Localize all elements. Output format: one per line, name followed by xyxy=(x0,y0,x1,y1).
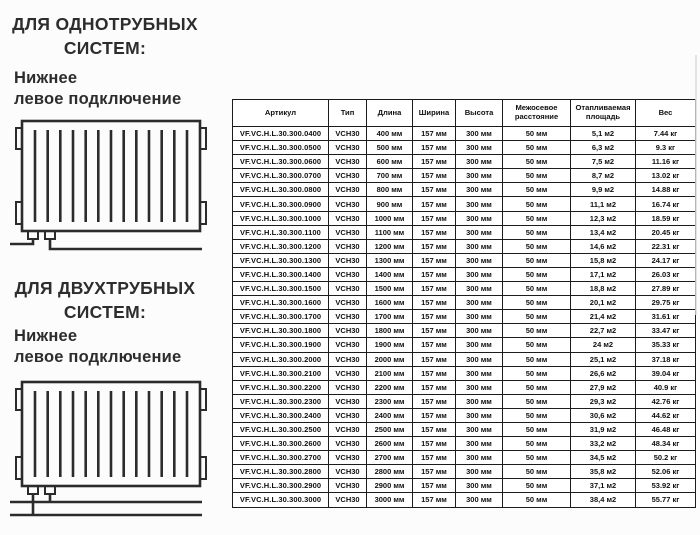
table-cell: 55.77 кг xyxy=(636,493,696,507)
table-cell: VF.VC.H.L.30.300.1300 xyxy=(233,253,329,267)
table-cell: VCH30 xyxy=(329,324,367,338)
table-cell: 1600 мм xyxy=(367,296,413,310)
table-cell: 300 мм xyxy=(456,211,503,225)
table-cell: 1400 мм xyxy=(367,267,413,281)
table-row xyxy=(233,282,696,296)
table-cell: 1500 мм xyxy=(367,282,413,296)
table-cell: 157 мм xyxy=(413,183,456,197)
table-cell: 157 мм xyxy=(413,338,456,352)
table-cell: 2700 мм xyxy=(367,451,413,465)
table-cell: 11.16 кг xyxy=(636,155,696,169)
table-cell: 24 м2 xyxy=(571,338,636,352)
table-row xyxy=(233,197,696,211)
table-cell: 2500 мм xyxy=(367,422,413,436)
table-cell: 50 мм xyxy=(503,324,571,338)
table-cell: 50 мм xyxy=(503,127,571,141)
table-cell: 35.33 кг xyxy=(636,338,696,352)
table-cell: 300 мм xyxy=(456,352,503,366)
table-cell: 21,4 м2 xyxy=(571,310,636,324)
table-cell: VCH30 xyxy=(329,380,367,394)
heading-line2: СИСТЕМ: xyxy=(63,38,147,58)
table-cell: 50 мм xyxy=(503,296,571,310)
table-cell: 9.3 кг xyxy=(636,141,696,155)
table-cell: 300 мм xyxy=(456,197,503,211)
table-row xyxy=(233,352,696,366)
table-cell: 300 мм xyxy=(456,169,503,183)
table-cell: 500 мм xyxy=(367,141,413,155)
table-cell: 50 мм xyxy=(503,394,571,408)
table-cell: 300 мм xyxy=(456,493,503,507)
table-cell: VCH30 xyxy=(329,394,367,408)
table-cell: 48.34 кг xyxy=(636,437,696,451)
table-cell: 900 мм xyxy=(367,197,413,211)
table-cell: 2900 мм xyxy=(367,479,413,493)
table-row xyxy=(233,296,696,310)
table-cell: VF.VC.H.L.30.300.1800 xyxy=(233,324,329,338)
table-cell: 50 мм xyxy=(503,465,571,479)
table-cell: 30,6 м2 xyxy=(571,408,636,422)
table-row xyxy=(233,310,696,324)
table-cell: VCH30 xyxy=(329,141,367,155)
table-cell: VCH30 xyxy=(329,253,367,267)
table-cell: 17,1 м2 xyxy=(571,267,636,281)
table-cell: 157 мм xyxy=(413,141,456,155)
table-cell: 52.06 кг xyxy=(636,465,696,479)
table-cell: 157 мм xyxy=(413,282,456,296)
table-cell: VF.VC.H.L.30.300.1200 xyxy=(233,239,329,253)
table-cell: VF.VC.H.L.30.300.2100 xyxy=(233,366,329,380)
table-cell: 157 мм xyxy=(413,493,456,507)
table-cell: 2200 мм xyxy=(367,380,413,394)
table-cell: VCH30 xyxy=(329,338,367,352)
table-cell: VF.VC.H.L.30.300.2800 xyxy=(233,465,329,479)
table-cell: 157 мм xyxy=(413,394,456,408)
table-cell: VCH30 xyxy=(329,408,367,422)
table-cell: 50 мм xyxy=(503,211,571,225)
table-cell: 300 мм xyxy=(456,338,503,352)
table-cell: 157 мм xyxy=(413,437,456,451)
table-cell: 6,3 м2 xyxy=(571,141,636,155)
table-row xyxy=(233,366,696,380)
table-cell: 31,9 м2 xyxy=(571,422,636,436)
table-cell: VF.VC.H.L.30.300.0900 xyxy=(233,197,329,211)
table-cell: 1800 мм xyxy=(367,324,413,338)
table-cell: 157 мм xyxy=(413,211,456,225)
table-cell: 33.47 кг xyxy=(636,324,696,338)
table-cell: 38,4 м2 xyxy=(571,493,636,507)
table-cell: 700 мм xyxy=(367,169,413,183)
table-cell: 1900 мм xyxy=(367,338,413,352)
table-cell: 50 мм xyxy=(503,267,571,281)
table-cell: 39.04 кг xyxy=(636,366,696,380)
table-cell: 46.48 кг xyxy=(636,422,696,436)
table-cell: 300 мм xyxy=(456,437,503,451)
two-pipe-heading xyxy=(0,276,210,324)
table-cell: 3000 мм xyxy=(367,493,413,507)
table-cell: 300 мм xyxy=(456,465,503,479)
table-cell: 800 мм xyxy=(367,183,413,197)
table-cell: VCH30 xyxy=(329,451,367,465)
one-pipe-heading xyxy=(0,12,210,60)
scan-edge-artifact xyxy=(695,55,697,315)
table-cell: VCH30 xyxy=(329,422,367,436)
table-row xyxy=(233,141,696,155)
table-cell: VF.VC.H.L.30.300.1600 xyxy=(233,296,329,310)
table-cell: 50 мм xyxy=(503,183,571,197)
table-cell: VF.VC.H.L.30.300.2700 xyxy=(233,451,329,465)
table-cell: VCH30 xyxy=(329,169,367,183)
table-cell: 22,7 м2 xyxy=(571,324,636,338)
table-cell: VF.VC.H.L.30.300.0800 xyxy=(233,183,329,197)
table-cell: 7,5 м2 xyxy=(571,155,636,169)
table-cell: VCH30 xyxy=(329,183,367,197)
table-cell: 157 мм xyxy=(413,422,456,436)
table-cell: VCH30 xyxy=(329,296,367,310)
table-cell: 50 мм xyxy=(503,408,571,422)
table-cell: 37.18 кг xyxy=(636,352,696,366)
table-cell: VCH30 xyxy=(329,225,367,239)
table-cell: 50 мм xyxy=(503,493,571,507)
table-cell: 50 мм xyxy=(503,197,571,211)
table-cell: 157 мм xyxy=(413,239,456,253)
table-row xyxy=(233,465,696,479)
table-row xyxy=(233,169,696,183)
table-cell: 1000 мм xyxy=(367,211,413,225)
col-header-height: Высота xyxy=(456,100,503,127)
table-cell: 20.45 кг xyxy=(636,225,696,239)
table-cell: 50 мм xyxy=(503,479,571,493)
table-cell: 14.88 кг xyxy=(636,183,696,197)
table-cell: 44.62 кг xyxy=(636,408,696,422)
table-cell: 157 мм xyxy=(413,225,456,239)
table-cell: 157 мм xyxy=(413,324,456,338)
table-row xyxy=(233,155,696,169)
table-cell: 157 мм xyxy=(413,267,456,281)
table-cell: 42.76 кг xyxy=(636,394,696,408)
table-cell: 34,5 м2 xyxy=(571,451,636,465)
table-cell: 300 мм xyxy=(456,141,503,155)
table-cell: 50 мм xyxy=(503,253,571,267)
table-cell: VCH30 xyxy=(329,239,367,253)
table-cell: VF.VC.H.L.30.300.0500 xyxy=(233,141,329,155)
table-cell: 11,1 м2 xyxy=(571,197,636,211)
table-cell: 300 мм xyxy=(456,380,503,394)
table-cell: VCH30 xyxy=(329,197,367,211)
subheading-line1: Нижнее xyxy=(14,69,78,87)
table-cell: 22.31 кг xyxy=(636,239,696,253)
table-cell: 157 мм xyxy=(413,296,456,310)
col-header-length: Длина xyxy=(367,100,413,127)
table-cell: 300 мм xyxy=(456,155,503,169)
table-cell: 9,9 м2 xyxy=(571,183,636,197)
table-cell: VCH30 xyxy=(329,366,367,380)
subheading-line1: Нижнее xyxy=(14,327,78,345)
table-cell: 2100 мм xyxy=(367,366,413,380)
table-cell: 31.61 кг xyxy=(636,310,696,324)
table-cell: 18,8 м2 xyxy=(571,282,636,296)
table-row xyxy=(233,239,696,253)
table-row xyxy=(233,437,696,451)
table-cell: VF.VC.H.L.30.300.2200 xyxy=(233,380,329,394)
table-cell: 300 мм xyxy=(456,267,503,281)
table-cell: 157 мм xyxy=(413,465,456,479)
table-cell: 2000 мм xyxy=(367,352,413,366)
table-cell: 300 мм xyxy=(456,422,503,436)
table-cell: 157 мм xyxy=(413,253,456,267)
table-row xyxy=(233,324,696,338)
table-cell: 15,8 м2 xyxy=(571,253,636,267)
table-cell: 50 мм xyxy=(503,310,571,324)
heading-line2: СИСТЕМ: xyxy=(63,302,147,322)
table-cell: VCH30 xyxy=(329,127,367,141)
table-cell: 157 мм xyxy=(413,197,456,211)
heading-line1: ДЛЯ ДВУХТРУБНЫХ xyxy=(14,278,196,298)
table-cell: VF.VC.H.L.30.300.2400 xyxy=(233,408,329,422)
table-body xyxy=(233,127,696,508)
table-cell: 157 мм xyxy=(413,352,456,366)
table-cell: 400 мм xyxy=(367,127,413,141)
table-cell: 50 мм xyxy=(503,437,571,451)
table-cell: 157 мм xyxy=(413,479,456,493)
radiator-one-pipe-diagram-icon xyxy=(8,118,208,256)
table-cell: 300 мм xyxy=(456,408,503,422)
spec-table-panel xyxy=(232,99,696,508)
table-row xyxy=(233,267,696,281)
table-cell: 16.74 кг xyxy=(636,197,696,211)
radiator-two-pipe-diagram-icon xyxy=(8,378,208,520)
table-cell: 50 мм xyxy=(503,141,571,155)
table-cell: VF.VC.H.L.30.300.1400 xyxy=(233,267,329,281)
table-cell: 300 мм xyxy=(456,183,503,197)
table-cell: 157 мм xyxy=(413,127,456,141)
table-cell: 300 мм xyxy=(456,296,503,310)
subheading-line2: левое подключение xyxy=(14,347,182,366)
table-cell: 24.17 кг xyxy=(636,253,696,267)
table-cell: VCH30 xyxy=(329,282,367,296)
one-pipe-subheading xyxy=(14,68,224,109)
table-cell: 157 мм xyxy=(413,380,456,394)
table-cell: 7.44 кг xyxy=(636,127,696,141)
table-cell: 18.59 кг xyxy=(636,211,696,225)
table-cell: 2800 мм xyxy=(367,465,413,479)
table-row xyxy=(233,422,696,436)
col-header-type: Тип xyxy=(329,100,367,127)
table-cell: 53.92 кг xyxy=(636,479,696,493)
table-cell: 157 мм xyxy=(413,366,456,380)
table-cell: 50 мм xyxy=(503,352,571,366)
table-cell: 50 мм xyxy=(503,422,571,436)
table-cell: VF.VC.H.L.30.300.1900 xyxy=(233,338,329,352)
table-cell: VF.VC.H.L.30.300.2600 xyxy=(233,437,329,451)
table-cell: VCH30 xyxy=(329,352,367,366)
table-cell: 14,6 м2 xyxy=(571,239,636,253)
table-cell: VF.VC.H.L.30.300.0700 xyxy=(233,169,329,183)
table-cell: 300 мм xyxy=(456,394,503,408)
table-cell: 13.02 кг xyxy=(636,169,696,183)
table-row xyxy=(233,253,696,267)
table-cell: 300 мм xyxy=(456,451,503,465)
table-cell: VF.VC.H.L.30.300.3000 xyxy=(233,493,329,507)
table-cell: 50 мм xyxy=(503,338,571,352)
table-cell: 50 мм xyxy=(503,380,571,394)
table-cell: 300 мм xyxy=(456,282,503,296)
table-cell: 26.03 кг xyxy=(636,267,696,281)
table-cell: 1700 мм xyxy=(367,310,413,324)
col-header-width: Ширина xyxy=(413,100,456,127)
table-row xyxy=(233,408,696,422)
table-cell: VF.VC.H.L.30.300.1100 xyxy=(233,225,329,239)
table-cell: 600 мм xyxy=(367,155,413,169)
table-cell: 157 мм xyxy=(413,451,456,465)
table-cell: VCH30 xyxy=(329,479,367,493)
table-cell: VF.VC.H.L.30.300.1000 xyxy=(233,211,329,225)
table-cell: VCH30 xyxy=(329,437,367,451)
col-header-weight: Вес xyxy=(636,100,696,127)
table-cell: 50 мм xyxy=(503,169,571,183)
subheading-line2: левое подключение xyxy=(14,89,182,108)
table-row xyxy=(233,394,696,408)
table-cell: 50 мм xyxy=(503,225,571,239)
table-cell: 300 мм xyxy=(456,324,503,338)
table-cell: 5,1 м2 xyxy=(571,127,636,141)
col-header-heated-area: Отапливаемая площадь xyxy=(571,100,636,127)
table-cell: 1200 мм xyxy=(367,239,413,253)
table-cell: VF.VC.H.L.30.300.2500 xyxy=(233,422,329,436)
table-cell: 29,3 м2 xyxy=(571,394,636,408)
table-cell: 2400 мм xyxy=(367,408,413,422)
table-cell: 33,2 м2 xyxy=(571,437,636,451)
table-cell: 157 мм xyxy=(413,155,456,169)
table-cell: 50.2 кг xyxy=(636,451,696,465)
table-header-row xyxy=(233,100,696,127)
table-cell: VCH30 xyxy=(329,465,367,479)
table-cell: 300 мм xyxy=(456,127,503,141)
table-cell: 2600 мм xyxy=(367,437,413,451)
table-cell: 25,1 м2 xyxy=(571,352,636,366)
col-header-article: Артикул xyxy=(233,100,329,127)
table-cell: 35,8 м2 xyxy=(571,465,636,479)
radiator-spec-table xyxy=(232,99,696,508)
table-cell: 1300 мм xyxy=(367,253,413,267)
table-cell: 300 мм xyxy=(456,225,503,239)
table-row xyxy=(233,380,696,394)
table-cell: 29.75 кг xyxy=(636,296,696,310)
connection-schemes-panel xyxy=(0,0,232,535)
table-cell: 50 мм xyxy=(503,366,571,380)
table-cell: 300 мм xyxy=(456,239,503,253)
table-cell: 13,4 м2 xyxy=(571,225,636,239)
table-row xyxy=(233,225,696,239)
table-cell: 300 мм xyxy=(456,366,503,380)
table-cell: 40.9 кг xyxy=(636,380,696,394)
table-row xyxy=(233,183,696,197)
table-cell: VF.VC.H.L.30.300.2300 xyxy=(233,394,329,408)
table-cell: 157 мм xyxy=(413,169,456,183)
table-cell: 50 мм xyxy=(503,451,571,465)
table-row xyxy=(233,451,696,465)
table-cell: 8,7 м2 xyxy=(571,169,636,183)
table-cell: VF.VC.H.L.30.300.1500 xyxy=(233,282,329,296)
table-cell: 50 мм xyxy=(503,239,571,253)
table-row xyxy=(233,211,696,225)
table-cell: VCH30 xyxy=(329,267,367,281)
table-cell: 27.89 кг xyxy=(636,282,696,296)
table-cell: 12,3 м2 xyxy=(571,211,636,225)
table-cell: VCH30 xyxy=(329,310,367,324)
table-cell: 157 мм xyxy=(413,310,456,324)
table-cell: VCH30 xyxy=(329,155,367,169)
table-cell: VCH30 xyxy=(329,493,367,507)
table-cell: 300 мм xyxy=(456,479,503,493)
table-cell: VF.VC.H.L.30.300.1700 xyxy=(233,310,329,324)
table-cell: 1100 мм xyxy=(367,225,413,239)
table-cell: 20,1 м2 xyxy=(571,296,636,310)
table-cell: VF.VC.H.L.30.300.0400 xyxy=(233,127,329,141)
table-cell: VF.VC.H.L.30.300.0600 xyxy=(233,155,329,169)
table-cell: 2300 мм xyxy=(367,394,413,408)
table-row xyxy=(233,338,696,352)
heading-line1: ДЛЯ ОДНОТРУБНЫХ xyxy=(12,14,198,34)
table-cell: VF.VC.H.L.30.300.2000 xyxy=(233,352,329,366)
table-cell: VF.VC.H.L.30.300.2900 xyxy=(233,479,329,493)
table-cell: 27,9 м2 xyxy=(571,380,636,394)
col-header-axial-distance: Межосевое расстояние xyxy=(503,100,571,127)
table-row xyxy=(233,127,696,141)
table-cell: 300 мм xyxy=(456,253,503,267)
table-row xyxy=(233,493,696,507)
table-cell: 26,6 м2 xyxy=(571,366,636,380)
table-cell: VCH30 xyxy=(329,211,367,225)
table-row xyxy=(233,479,696,493)
table-cell: 50 мм xyxy=(503,155,571,169)
table-cell: 37,1 м2 xyxy=(571,479,636,493)
table-cell: 157 мм xyxy=(413,408,456,422)
table-cell: 300 мм xyxy=(456,310,503,324)
two-pipe-subheading xyxy=(14,326,224,367)
table-cell: 50 мм xyxy=(503,282,571,296)
